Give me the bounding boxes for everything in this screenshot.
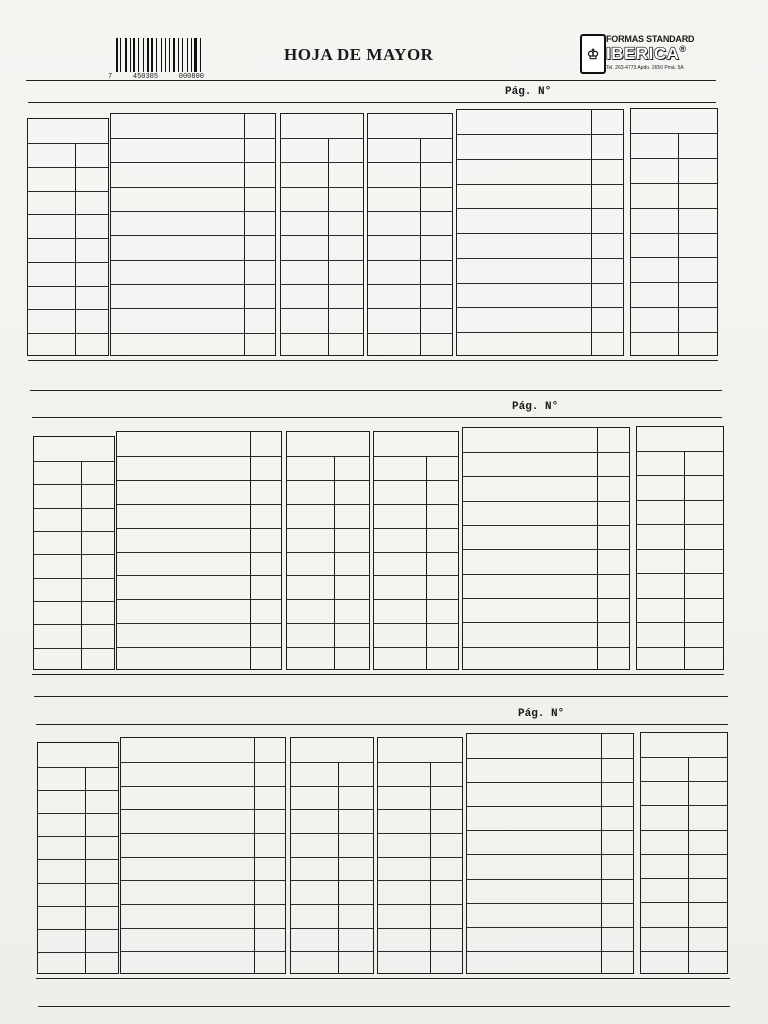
barcode-bar <box>157 38 159 72</box>
ledger-row[interactable] <box>34 461 114 485</box>
ledger-row[interactable] <box>641 902 727 927</box>
description-table <box>116 431 282 670</box>
barcode-left-digit: 7 <box>108 73 113 81</box>
brand-name: IBERICA® <box>606 44 687 63</box>
ledger-row[interactable] <box>28 143 108 168</box>
ledger-row[interactable] <box>287 599 369 624</box>
ledger-row[interactable] <box>637 598 723 623</box>
ledger-row[interactable] <box>28 238 108 263</box>
ledger-row[interactable] <box>457 307 623 333</box>
column-divider <box>250 432 251 669</box>
debit-table <box>290 737 374 974</box>
section-bottom-rule <box>36 978 730 979</box>
ledger-row[interactable] <box>457 332 623 358</box>
ledger-row[interactable] <box>631 133 717 159</box>
barcode-bar <box>133 38 135 72</box>
barcode <box>108 38 204 81</box>
section-top-rule <box>26 80 716 81</box>
ledger-row[interactable] <box>463 598 629 623</box>
ledger-row[interactable] <box>38 952 118 976</box>
ledger-row[interactable] <box>34 531 114 555</box>
ledger-row[interactable] <box>467 879 633 904</box>
ledger-row[interactable] <box>374 575 458 600</box>
reference-table <box>466 733 634 974</box>
barcode-group-2: 000800 <box>178 73 204 81</box>
ledger-row[interactable] <box>281 211 363 236</box>
ledger-row[interactable] <box>368 333 452 358</box>
ledger-row[interactable] <box>117 552 281 577</box>
ledger-row[interactable] <box>281 333 363 358</box>
brand-emblem-icon: ♔ <box>580 34 606 74</box>
ledger-row[interactable] <box>467 782 633 807</box>
section-header-rule <box>28 102 716 103</box>
column-divider <box>688 757 689 973</box>
ledger-row[interactable] <box>117 528 281 553</box>
ledger-row[interactable] <box>463 622 629 647</box>
ledger-row[interactable] <box>374 456 458 481</box>
ledger-row[interactable] <box>287 575 369 600</box>
section-top-rule <box>34 696 728 697</box>
ledger-row[interactable] <box>631 233 717 259</box>
barcode-bar <box>131 38 132 72</box>
barcode-bar <box>119 38 120 72</box>
ledger-row[interactable] <box>378 809 462 834</box>
barcode-bar <box>198 38 200 72</box>
ledger-row[interactable] <box>28 191 108 216</box>
date-table <box>27 118 109 356</box>
ledger-row[interactable] <box>641 878 727 903</box>
debit-table <box>286 431 370 670</box>
ledger-row[interactable] <box>121 857 285 882</box>
ledger-row[interactable] <box>457 233 623 259</box>
barcode-bar <box>167 38 169 72</box>
ledger-row[interactable] <box>637 549 723 574</box>
ledger-row[interactable] <box>641 854 727 879</box>
ledger-row[interactable] <box>34 578 114 602</box>
barcode-bar <box>176 38 177 72</box>
ledger-row[interactable] <box>631 332 717 358</box>
ledger-row[interactable] <box>28 262 108 287</box>
column-divider <box>678 133 679 355</box>
ledger-row[interactable] <box>467 806 633 831</box>
barcode-bar <box>125 38 127 72</box>
ledger-row[interactable] <box>117 575 281 600</box>
reference-table <box>456 109 624 356</box>
ledger-row[interactable] <box>291 833 373 858</box>
ledger-row[interactable] <box>368 260 452 285</box>
ledger-row[interactable] <box>378 928 462 953</box>
ledger-row[interactable] <box>637 500 723 525</box>
balance-table <box>640 732 728 974</box>
page-bottom-rule <box>38 1006 730 1007</box>
barcode-bar <box>189 38 190 72</box>
ledger-row[interactable] <box>463 525 629 550</box>
ledger-row[interactable] <box>368 187 452 212</box>
page-number-label: Pág. N° <box>518 708 565 720</box>
ledger-row[interactable] <box>637 524 723 549</box>
ledger-row[interactable] <box>631 307 717 333</box>
barcode-bar <box>156 38 157 72</box>
ledger-row[interactable] <box>287 528 369 553</box>
reference-table <box>462 427 630 670</box>
ledger-row[interactable] <box>111 187 275 212</box>
ledger-row[interactable] <box>641 757 727 782</box>
brand-top-line: FORMAS STANDARD <box>606 34 695 44</box>
barcode-bar <box>173 38 175 72</box>
ledger-row[interactable] <box>368 284 452 309</box>
barcode-bar <box>120 38 121 72</box>
barcode-bar <box>138 38 139 72</box>
ledger-row[interactable] <box>34 601 114 625</box>
ledger-row[interactable] <box>38 929 118 953</box>
ledger-row[interactable] <box>641 830 727 855</box>
ledger-row[interactable] <box>111 260 275 285</box>
ledger-row[interactable] <box>281 284 363 309</box>
column-divider <box>597 428 598 669</box>
barcode-bar <box>128 38 129 72</box>
ledger-row[interactable] <box>34 484 114 508</box>
ledger-row[interactable] <box>467 758 633 783</box>
barcode-bar <box>165 38 166 72</box>
ledger-row[interactable] <box>28 309 108 334</box>
column-divider <box>75 143 76 355</box>
column-divider <box>328 138 329 355</box>
barcode-bar <box>171 38 172 72</box>
ledger-row[interactable] <box>378 762 462 787</box>
ledger-row[interactable] <box>291 951 373 976</box>
ledger-row[interactable] <box>463 574 629 599</box>
ledger-row[interactable] <box>374 504 458 529</box>
ledger-row[interactable] <box>111 211 275 236</box>
ledger-row[interactable] <box>121 904 285 929</box>
column-divider <box>420 138 421 355</box>
barcode-bar <box>180 38 181 72</box>
ledger-row[interactable] <box>378 786 462 811</box>
balance-table <box>630 108 718 356</box>
ledger-row[interactable] <box>641 781 727 806</box>
ledger-row[interactable] <box>457 159 623 185</box>
ledger-row[interactable] <box>457 184 623 210</box>
barcode-bar <box>182 38 183 72</box>
ledger-row[interactable] <box>111 333 275 358</box>
column-divider <box>591 110 592 355</box>
ledger-row[interactable] <box>38 859 118 883</box>
ledger-row[interactable] <box>121 809 285 834</box>
ledger-row[interactable] <box>117 647 281 672</box>
column-divider <box>430 762 431 973</box>
ledger-row[interactable] <box>117 599 281 624</box>
ledger-row[interactable] <box>287 647 369 672</box>
ledger-row[interactable] <box>34 648 114 672</box>
ledger-row[interactable] <box>631 208 717 234</box>
ledger-row[interactable] <box>291 857 373 882</box>
barcode-bar <box>147 38 149 72</box>
ledger-row[interactable] <box>38 836 118 860</box>
ledger-row[interactable] <box>631 282 717 308</box>
credit-table <box>367 113 453 356</box>
ledger-row[interactable] <box>281 187 363 212</box>
ledger-row[interactable] <box>111 235 275 260</box>
ledger-row[interactable] <box>374 647 458 672</box>
barcode-bar <box>116 38 118 72</box>
ledger-row[interactable] <box>291 762 373 787</box>
barcode-bar <box>191 38 192 72</box>
ledger-row[interactable] <box>467 854 633 879</box>
ledger-row[interactable] <box>291 880 373 905</box>
ledger-row[interactable] <box>117 623 281 648</box>
ledger-row[interactable] <box>111 138 275 163</box>
ledger-row[interactable] <box>374 552 458 577</box>
barcode-bars <box>116 38 204 72</box>
ledger-row[interactable] <box>368 308 452 333</box>
ledger-row[interactable] <box>467 951 633 976</box>
ledger-row[interactable] <box>121 951 285 976</box>
brand-contact: Tel. 263-4773 Apdo. 2650 Pmá. 5A <box>606 65 684 71</box>
page-number-label: Pág. N° <box>512 401 559 413</box>
ledger-row[interactable] <box>34 554 114 578</box>
ledger-row[interactable] <box>641 805 727 830</box>
ledger-row[interactable] <box>121 880 285 905</box>
description-table <box>120 737 286 974</box>
section-bottom-rule <box>28 360 718 361</box>
barcode-bar <box>200 38 201 72</box>
barcode-bar <box>169 38 170 72</box>
ledger-row[interactable] <box>38 790 118 814</box>
barcode-bar <box>194 38 196 72</box>
ledger-row[interactable] <box>457 283 623 309</box>
ledger-row[interactable] <box>34 624 114 648</box>
ledger-row[interactable] <box>291 928 373 953</box>
ledger-row[interactable] <box>287 504 369 529</box>
ledger-row[interactable] <box>457 134 623 160</box>
date-table <box>37 742 119 974</box>
ledger-row[interactable] <box>111 308 275 333</box>
ledger-row[interactable] <box>281 308 363 333</box>
section-header-rule <box>36 724 728 725</box>
ledger-row[interactable] <box>368 162 452 187</box>
ledger-row[interactable] <box>38 813 118 837</box>
ledger-row[interactable] <box>467 903 633 928</box>
ledger-row[interactable] <box>378 880 462 905</box>
ledger-row[interactable] <box>34 508 114 532</box>
page-title: HOJA DE MAYOR <box>284 45 434 64</box>
ledger-row[interactable] <box>368 211 452 236</box>
ledger-row[interactable] <box>291 809 373 834</box>
credit-table <box>377 737 463 974</box>
barcode-bar <box>178 38 180 72</box>
barcode-bar <box>151 38 153 72</box>
ledger-row[interactable] <box>457 258 623 284</box>
ledger-row[interactable] <box>631 183 717 209</box>
ledger-row[interactable] <box>287 480 369 505</box>
ledger-row[interactable] <box>374 528 458 553</box>
barcode-bar <box>140 38 142 72</box>
ledger-row[interactable] <box>463 476 629 501</box>
description-table <box>110 113 276 356</box>
ledger-row[interactable] <box>637 451 723 476</box>
ledger-row[interactable] <box>287 552 369 577</box>
barcode-bar <box>161 38 163 72</box>
ledger-row[interactable] <box>463 549 629 574</box>
column-divider <box>85 767 86 973</box>
barcode-bar <box>202 38 203 72</box>
barcode-bar <box>187 38 189 72</box>
ledger-row[interactable] <box>38 767 118 791</box>
ledger-row[interactable] <box>281 260 363 285</box>
column-divider <box>338 762 339 973</box>
section-top-rule <box>30 390 722 391</box>
debit-table <box>280 113 364 356</box>
barcode-bar <box>193 38 194 72</box>
ledger-row[interactable] <box>368 235 452 260</box>
ledger-row[interactable] <box>121 833 285 858</box>
ledger-row[interactable] <box>467 927 633 952</box>
ledger-row[interactable] <box>111 162 275 187</box>
ledger-row[interactable] <box>121 762 285 787</box>
ledger-row[interactable] <box>641 927 727 952</box>
ledger-row[interactable] <box>281 235 363 260</box>
ledger-row[interactable] <box>463 647 629 672</box>
date-table <box>33 436 115 670</box>
ledger-row[interactable] <box>467 830 633 855</box>
ledger-row[interactable] <box>121 928 285 953</box>
barcode-bar <box>150 38 151 72</box>
ledger-row[interactable] <box>291 904 373 929</box>
column-divider <box>254 738 255 973</box>
column-divider <box>81 461 82 669</box>
barcode-bar <box>184 38 186 72</box>
ledger-row[interactable] <box>28 167 108 192</box>
ledger-row[interactable] <box>291 786 373 811</box>
ledger-row[interactable] <box>121 786 285 811</box>
ledger-row[interactable] <box>378 833 462 858</box>
column-divider <box>334 456 335 669</box>
ledger-row[interactable] <box>287 456 369 481</box>
section-header-rule <box>32 417 722 418</box>
ledger-row[interactable] <box>374 623 458 648</box>
ledger-row[interactable] <box>111 284 275 309</box>
barcode-bar <box>163 38 164 72</box>
ledger-row[interactable] <box>117 456 281 481</box>
barcode-bar <box>145 38 146 72</box>
ledger-row[interactable] <box>28 214 108 239</box>
section-bottom-rule <box>32 674 724 675</box>
ledger-row[interactable] <box>374 480 458 505</box>
barcode-bar <box>122 38 124 72</box>
page-number-label: Pág. N° <box>505 86 552 98</box>
barcode-bar <box>154 38 155 72</box>
barcode-group-1: 450305 <box>132 73 159 81</box>
ledger-row[interactable] <box>637 622 723 647</box>
barcode-bar <box>143 38 144 72</box>
ledger-row[interactable] <box>281 162 363 187</box>
ledger-row[interactable] <box>457 208 623 234</box>
column-divider <box>244 114 245 355</box>
barcode-bar <box>136 38 138 72</box>
ledger-row[interactable] <box>287 623 369 648</box>
barcode-bar <box>130 38 131 72</box>
ledger-row[interactable] <box>28 333 108 358</box>
ledger-row[interactable] <box>631 158 717 184</box>
ledger-row[interactable] <box>38 906 118 930</box>
ledger-row[interactable] <box>28 286 108 311</box>
ledger-row[interactable] <box>378 951 462 976</box>
ledger-row[interactable] <box>637 647 723 672</box>
ledger-row[interactable] <box>637 573 723 598</box>
ledger-row[interactable] <box>368 138 452 163</box>
ledger-row[interactable] <box>641 951 727 976</box>
ledger-row[interactable] <box>637 475 723 500</box>
ledger-row[interactable] <box>281 138 363 163</box>
balance-table <box>636 426 724 670</box>
column-divider <box>426 456 427 669</box>
ledger-row[interactable] <box>117 480 281 505</box>
column-divider <box>684 451 685 669</box>
column-divider <box>601 734 602 973</box>
credit-table <box>373 431 459 670</box>
ledger-row[interactable] <box>374 599 458 624</box>
ledger-row[interactable] <box>38 883 118 907</box>
ledger-row[interactable] <box>463 452 629 477</box>
ledger-row[interactable] <box>378 857 462 882</box>
ledger-row[interactable] <box>631 257 717 283</box>
ledger-row[interactable] <box>378 904 462 929</box>
brand-logo <box>580 34 695 74</box>
ledger-row[interactable] <box>463 501 629 526</box>
ledger-row[interactable] <box>117 504 281 529</box>
